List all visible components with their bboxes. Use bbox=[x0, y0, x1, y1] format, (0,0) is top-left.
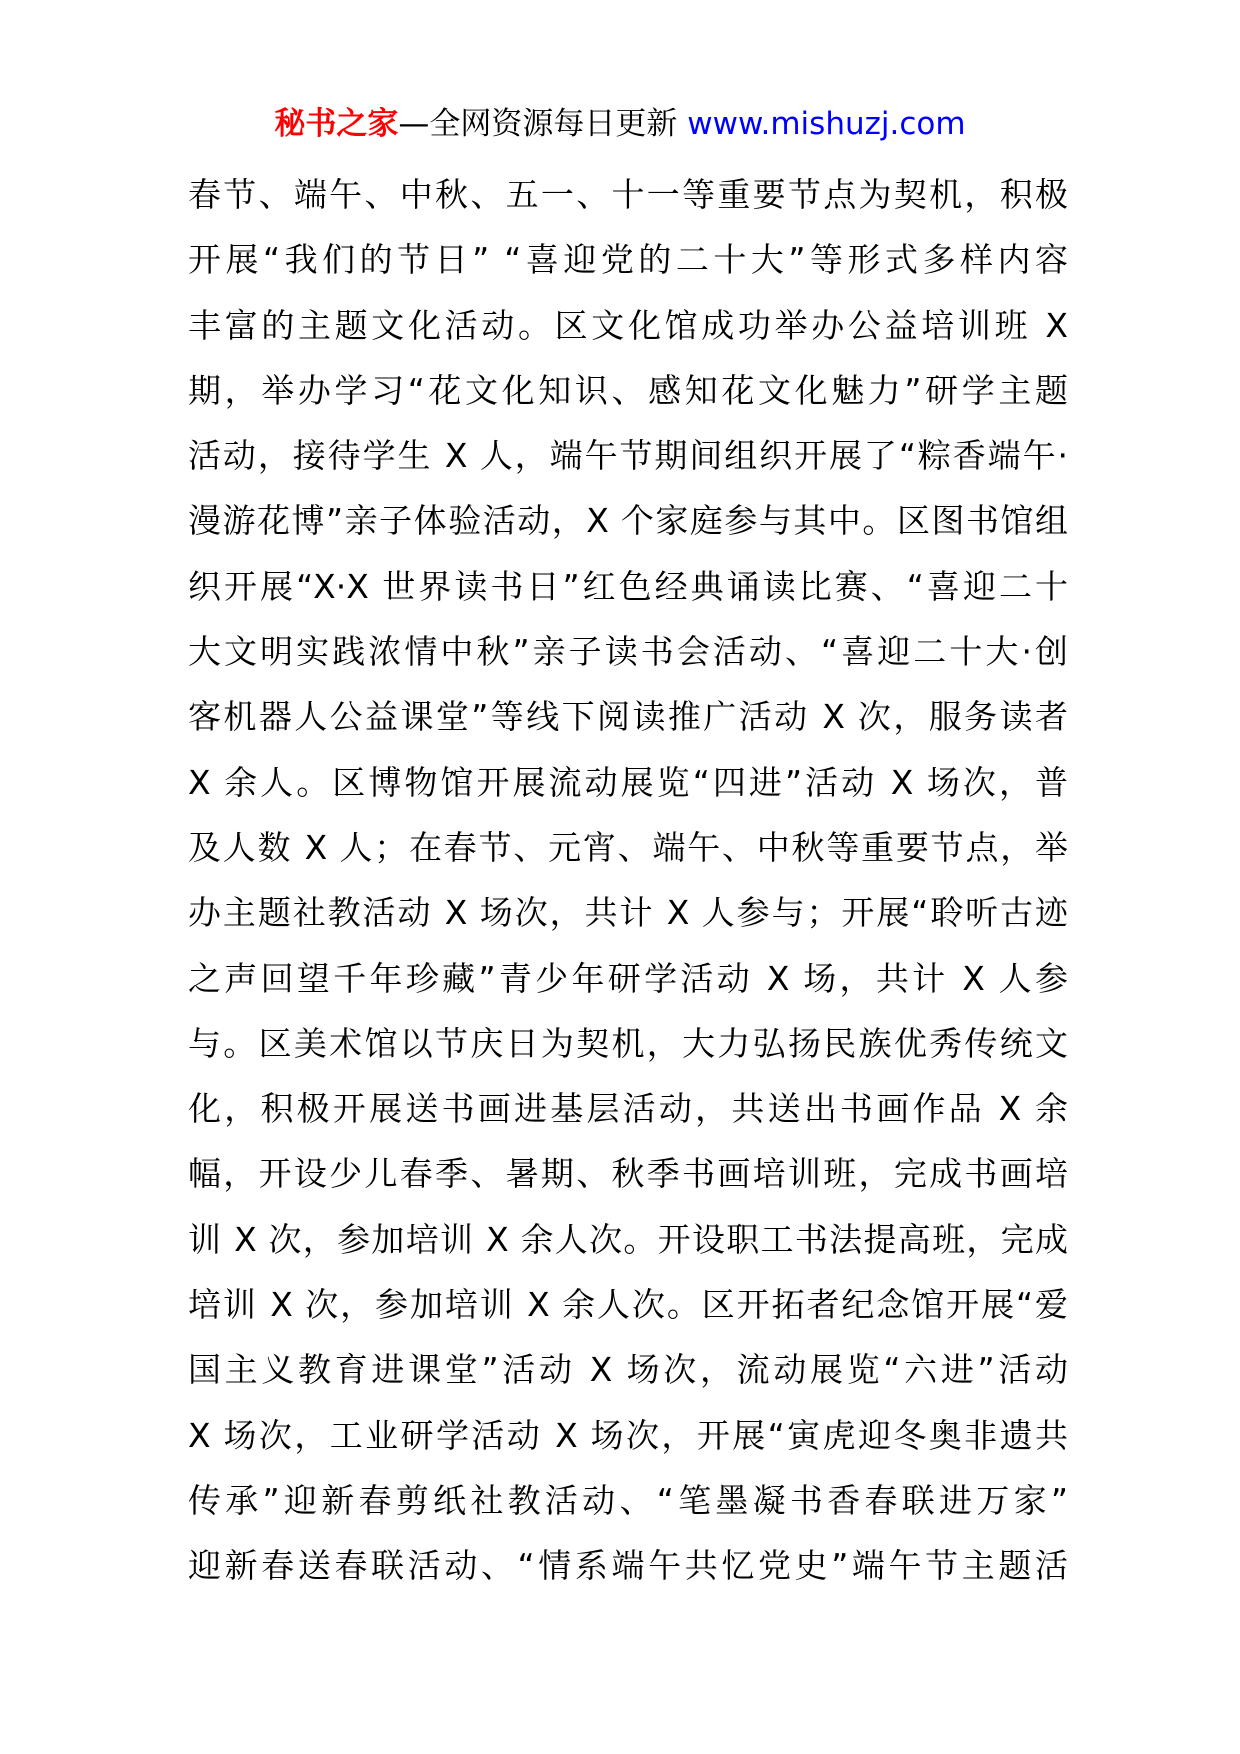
document-body bbox=[188, 162, 1068, 1599]
body-line: 春节、端午、中秋、五一、十一等重要节点为契机，积极 bbox=[188, 175, 1068, 214]
body-line: 化，积极开展送书画进基层活动，共送出书画作品 X 余 bbox=[188, 1089, 1068, 1129]
body-line: 开展“我们的节日” “喜迎党的二十大”等形式多样内容 bbox=[188, 240, 1068, 280]
body-line: 办主题社教活动 X 场次，共计 X 人参与；开展“聆听古迹 bbox=[188, 893, 1068, 933]
body-line: 织开展“X·X 世界读书日”红色经典诵读比赛、“喜迎二十 bbox=[188, 566, 1068, 606]
website-url[interactable]: www.mishuzj.com bbox=[687, 106, 966, 142]
body-line: 丰富的主题文化活动。区文化馆成功举办公益培训班 X bbox=[188, 305, 1068, 345]
body-line: 与。区美术馆以节庆日为契机，大力弘扬民族优秀传统文 bbox=[188, 1023, 1068, 1063]
body-line: 幅，开设少儿春季、暑期、秋季书画培训班，完成书画培 bbox=[188, 1154, 1068, 1194]
body-line: 之声回望千年珍藏”青少年研学活动 X 场，共计 X 人参 bbox=[188, 958, 1068, 998]
body-line: 国主义教育进课堂”活动 X 场次，流动展览“六进”活动 bbox=[188, 1350, 1068, 1390]
body-line: 传承”迎新春剪纸社教活动、“笔墨凝书香春联进万家” bbox=[188, 1480, 1068, 1520]
body-line: 大文明实践浓情中秋”亲子读书会活动、“喜迎二十大·创 bbox=[188, 632, 1068, 672]
header-slogan: —全网资源每日更新 bbox=[398, 106, 688, 142]
body-line: X 余人。区博物馆开展流动展览“四进”活动 X 场次，普 bbox=[188, 762, 1068, 802]
body-line: 训 X 次，参加培训 X 余人次。开设职工书法提高班，完成 bbox=[188, 1219, 1068, 1259]
body-line: X 场次，工业研学活动 X 场次，开展“寅虎迎冬奥非遗共 bbox=[188, 1415, 1068, 1455]
body-line: 及人数 X 人；在春节、元宵、端午、中秋等重要节点，举 bbox=[188, 827, 1068, 867]
body-line: 期，举办学习“花文化知识、感知花文化魅力”研学主题 bbox=[188, 370, 1068, 410]
body-line: 活动，接待学生 X 人，端午节期间组织开展了“粽香端午· bbox=[188, 436, 1068, 476]
page-header bbox=[0, 104, 1240, 144]
body-line: 客机器人公益课堂”等线下阅读推广活动 X 次，服务读者 bbox=[188, 697, 1068, 737]
body-line: 漫游花博”亲子体验活动，X 个家庭参与其中。区图书馆组 bbox=[188, 501, 1068, 541]
body-line: 迎新春送春联活动、“情系端午共忆党史”端午节主题活 bbox=[188, 1546, 1068, 1586]
body-line: 培训 X 次，参加培训 X 余人次。区开拓者纪念馆开展“爱 bbox=[188, 1285, 1068, 1325]
brand-name: 秘书之家 bbox=[274, 106, 399, 142]
